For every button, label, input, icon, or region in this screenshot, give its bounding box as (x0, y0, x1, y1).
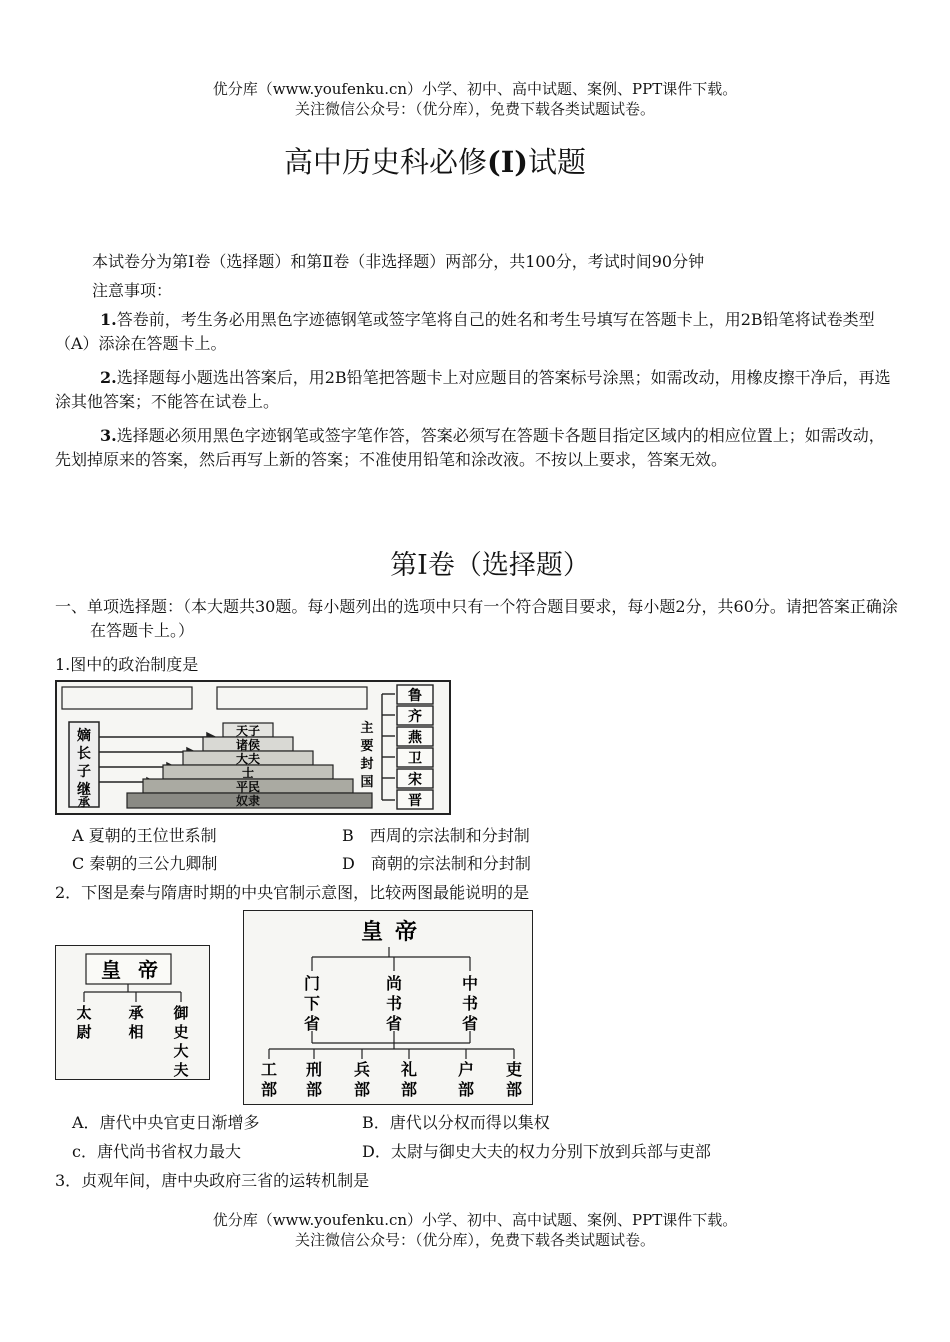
qin-office-1-char-1: 太 (76, 1004, 92, 1022)
notice-heading: 注意事项： (92, 281, 173, 300)
state-2: 齐 (408, 709, 422, 725)
tang-ministry-1-char-2: 部 (260, 1080, 278, 1099)
tang-province-2-char-1: 尚 (385, 974, 403, 993)
tang-ministry-1-char-1: 工 (260, 1060, 278, 1079)
qin-office-2-char-2: 相 (128, 1023, 144, 1041)
qin-office-3-char-2: 史 (173, 1023, 189, 1041)
state-4: 卫 (408, 751, 422, 767)
tang-province-3-char-3: 省 (461, 1014, 479, 1033)
qin-bureaucracy-figure (55, 945, 210, 1080)
question-1-stem: 1.图中的政治制度是 (55, 655, 199, 674)
state-3: 燕 (408, 730, 422, 746)
tang-bureaucracy-figure (243, 910, 533, 1105)
qin-diagram (56, 946, 208, 1078)
section-instruction: 一、单项选择题：（本大题共30题。每小题列出的选项中只有一个符合题目要求，每小题2分，共60分。请把答案正确涂在答题卡上。） (55, 597, 898, 640)
section-title: 第Ⅰ卷（选择题） (390, 550, 590, 581)
q1-option-a: A 夏朝的王位世系制 (72, 826, 217, 845)
q2-option-a: A．唐代中央官吏日渐增多 (72, 1113, 260, 1132)
pyramid-level-1: 天子 (235, 724, 261, 738)
states-bracket (382, 694, 395, 800)
q1-option-d: D 商朝的宗法制和分封制 (342, 854, 531, 873)
qin-office-2-char-1: 承 (128, 1004, 144, 1022)
question-1-figure (55, 680, 451, 815)
tang-diagram (244, 911, 531, 1103)
state-6: 晋 (408, 793, 422, 809)
tang-ministry-6-char-1: 吏 (505, 1060, 523, 1079)
q1-option-b: B 西周的宗法制和分封制 (342, 826, 530, 845)
tang-province-1-char-1: 门 (303, 974, 321, 993)
tang-ministry-2-char-1: 刑 (305, 1060, 323, 1079)
q2-option-b: B．唐代以分权而得以集权 (362, 1113, 550, 1132)
qin-emperor-char-1: 皇 (101, 958, 121, 982)
q2-option-d: D．太尉与御史大夫的权力分别下放到兵部与吏部 (362, 1142, 711, 1161)
header-line-1: 优分库（www.youfenku.cn）小学、初中、高中试题、案例、PPT课件下载。 (212, 80, 738, 98)
page-title: 高中历史科必修(I)试题 (283, 145, 587, 179)
pyramid-level-3: 大夫 (235, 752, 261, 766)
qin-office-3-char-4: 夫 (173, 1061, 189, 1078)
state-5: 宋 (408, 772, 422, 788)
notice-item-3: 3.选择题必须用黑色字迹钢笔或签字笔作答，答案必须写在答题卡各题目指定区域内的相应位置上；如需改动，先划掉原来的答案，然后再写上新的答案；不准使用铅笔和涂改液。不按以上要求，答案无效。 (55, 426, 885, 469)
left-label-char-4: 继 (77, 782, 91, 798)
tang-ministry-5-char-2: 部 (457, 1080, 475, 1099)
tang-emperor-char-2: 帝 (394, 920, 418, 945)
q2-option-c: c．唐代尚书省权力最大 (72, 1142, 241, 1161)
tang-ministry-3-char-1: 兵 (353, 1060, 371, 1079)
left-label-char-2: 长 (77, 746, 91, 762)
footer-line-2: 关注微信公众号：（优分库），免费下载各类试题试卷。 (294, 1231, 655, 1249)
mid-label-char-2: 要 (360, 739, 374, 754)
qin-connectors (84, 984, 181, 1002)
footer-line-1: 优分库（www.youfenku.cn）小学、初中、高中试题、案例、PPT课件下载。 (212, 1211, 738, 1229)
pyramid-level-4: 士 (241, 766, 255, 780)
intro-line: 本试卷分为第Ⅰ卷（选择题）和第Ⅱ卷（非选择题）两部分，共100分，考试时间90分钟 (92, 252, 705, 271)
qin-emperor-char-2: 帝 (138, 958, 158, 982)
q1-option-c: C 秦朝的三公九卿制 (72, 854, 218, 873)
tang-ministry-3-char-2: 部 (353, 1080, 371, 1099)
tang-ministry-6-char-2: 部 (505, 1080, 523, 1099)
tang-province-3-char-2: 书 (461, 994, 479, 1013)
qin-office-3-char-1: 御 (173, 1004, 189, 1022)
tang-ministry-5-char-1: 户 (457, 1060, 475, 1079)
question-2-stem: 2．下图是秦与隋唐时期的中央官制示意图，比较两图最能说明的是 (55, 883, 530, 902)
header-line-2: 关注微信公众号：（优分库），免费下载各类试题试卷。 (294, 100, 655, 118)
tang-emperor-char-1: 皇 (360, 920, 384, 945)
mid-label-char-4: 国 (360, 775, 374, 790)
tang-province-1-char-3: 省 (303, 1014, 321, 1033)
notice-item-2: 2.选择题每小题选出答案后，用2B铅笔把答题卡上对应题目的答案标号涂黑；如需改动，用橡皮擦干净后，再选涂其他答案；不能答在试卷上。 (55, 368, 891, 411)
tang-province-2-char-2: 书 (385, 994, 403, 1013)
left-label-char-3: 子 (77, 764, 91, 780)
tang-ministry-2-char-2: 部 (305, 1080, 323, 1099)
mid-label-char-3: 封 (360, 757, 374, 772)
tang-ministry-4-char-2: 部 (400, 1080, 418, 1099)
notice-item-1: 1.答卷前，考生务必用黑色字迹德钢笔或签字笔将自己的姓名和考生号填写在答题卡上，用2B铅笔将试卷类型（A）添涂在答题卡上。 (55, 310, 875, 353)
tang-province-2-char-3: 省 (385, 1014, 403, 1033)
tang-province-1-char-2: 下 (303, 994, 321, 1013)
tang-ministry-4-char-1: 礼 (400, 1060, 418, 1079)
left-label-char-1: 嫡 (77, 728, 91, 744)
pyramid-level-6: 奴隶 (235, 794, 261, 808)
question-3-stem: 3．贞观年间，唐中央政府三省的运转机制是 (55, 1171, 370, 1190)
qin-office-1-char-2: 尉 (76, 1023, 92, 1041)
state-1: 鲁 (408, 688, 422, 704)
mid-label-char-1: 主 (360, 721, 374, 736)
feudal-hierarchy-diagram (57, 682, 449, 813)
left-label-char-5: 承 (77, 795, 91, 809)
tang-province-3-char-1: 中 (461, 974, 479, 993)
pyramid-level-5: 平民 (235, 780, 261, 794)
qin-office-3-char-3: 大 (173, 1042, 189, 1060)
pyramid-level-2: 诸侯 (235, 738, 261, 752)
